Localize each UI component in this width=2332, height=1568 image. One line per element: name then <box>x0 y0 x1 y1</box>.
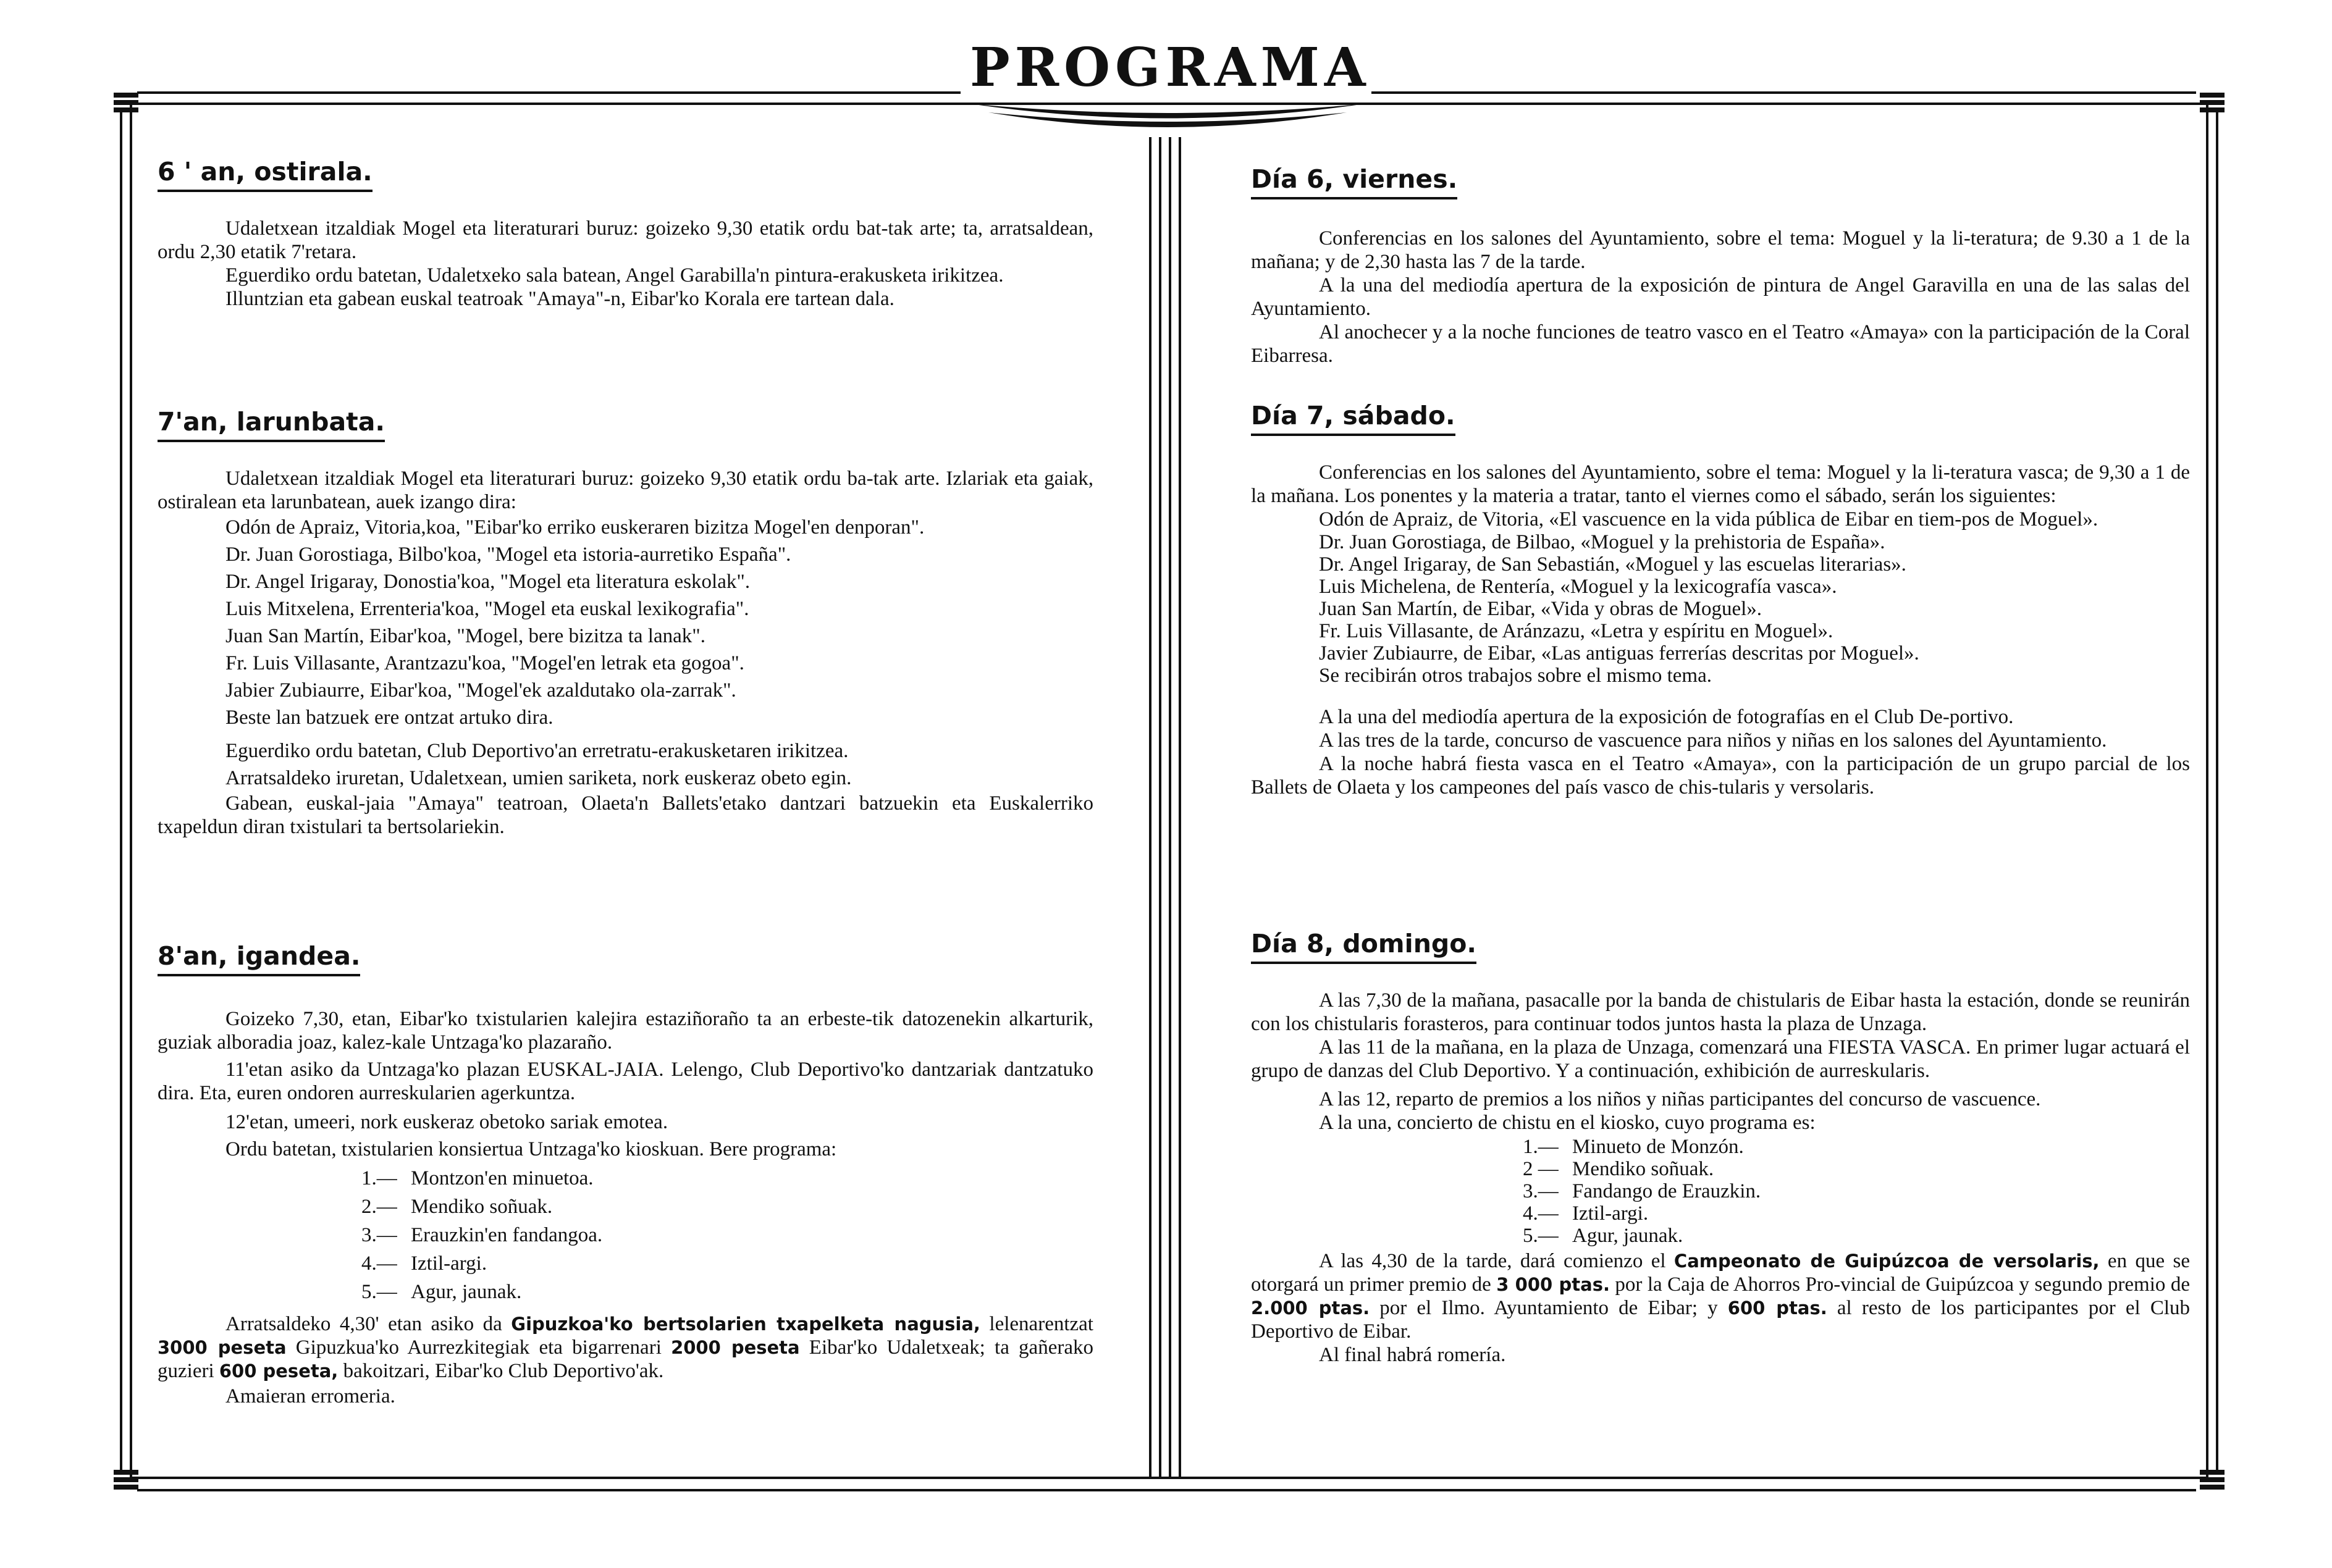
paragraph: Conferencias en los salones del Ayuntamiento, sobre el tema: Moguel y la li-teratura vasca; de 9,30 a 1 de la mañana. Los ponentes y la materia a tratar, tanto el viernes como el sábado, serán los siguientes: <box>1251 461 2190 507</box>
program-item: 2 — Mendiko soñuak. <box>1523 1158 1714 1180</box>
paragraph: Arratsaldeko iruretan, Udaletxean, umien sariketa, nork euskeraz obeto egin. <box>225 767 852 789</box>
section-heading: 6 ' an, ostirala. <box>158 154 373 192</box>
program-item: 5.— Agur, jaunak. <box>361 1281 522 1303</box>
page-title: PROGRAMA <box>970 36 1371 99</box>
speaker-line: Dr. Angel Irigaray, Donostia'koa, "Mogel eta literatura eskolak". <box>225 571 751 593</box>
speaker-line: Dr. Juan Gorostiaga, Bilbo'koa, "Mogel eta istoria-aurretiko España". <box>225 543 791 566</box>
section-friday-spanish <box>1251 162 2190 367</box>
speaker-line: Javier Zubiaurre, de Eibar, «Las antiguas ferrerías descritas por Moguel». <box>1319 642 1919 665</box>
section-saturday-spanish <box>1251 398 2190 799</box>
paragraph: A la una del mediodía apertura de la exposición de fotografías en el Club De-portivo. <box>1319 706 2014 728</box>
section-heading: Día 8, domingo. <box>1251 926 1476 964</box>
concert-program <box>158 1164 1093 1306</box>
program-item: 4.— Iztil-argi. <box>1523 1202 1649 1225</box>
paragraph: Eguerdiko ordu batetan, Club Deportivo'an erretratu-erakusketaren irikitzea. <box>225 740 849 762</box>
program-item: 4.— Iztil-argi. <box>361 1252 487 1275</box>
section-sunday-basque <box>158 939 1093 1410</box>
prize-paragraph: Arratsaldeko 4,30' etan asiko da Gipuzkoa'ko bertsolarien txapelketa nagusia, lelenarentzat 3000 peseta Gipuzkua'ko Aurrezkitegiak eta bigarrenari 2000 peseta Eibar'ko Udaletxeak; ta gañerako guzieri 600 peseta, bakoitzari, Eibar'ko Club Deportivo'ak. <box>158 1313 1093 1382</box>
speaker-line: Odón de Apraiz, de Vitoria, «El vascuence en la vida pública de Eibar en tiem-pos de Moguel». <box>1319 508 2098 530</box>
program-item: 5.— Agur, jaunak. <box>1523 1225 1683 1247</box>
speaker-line: Juan San Martín, Eibar'koa, "Mogel, bere bizitza ta lanak". <box>225 625 705 647</box>
paragraph: Ordu batetan, txistularien konsiertua Untzaga'ko kioskuan. Bere programa: <box>225 1138 837 1160</box>
paragraph: Al anochecer y a la noche funciones de teatro vasco en el Teatro «Amaya» con la participación de la Coral Eibarresa. <box>1251 321 2190 367</box>
concert-program <box>1251 1136 2190 1247</box>
program-item: 3.— Erauzkin'en fandangoa. <box>361 1224 603 1246</box>
speaker-line: Luis Mitxelena, Errenteria'koa, "Mogel eta euskal lexikografia". <box>225 598 749 620</box>
paragraph: A las 11 de la mañana, en la plaza de Unzaga, comenzará una FIESTA VASCA. En primer lugar actuará el grupo de danzas del Club Deportivo. Y a continuación, exhibición de aurreskularis. <box>1251 1036 2190 1082</box>
section-heading: Día 6, viernes. <box>1251 162 1457 199</box>
program-item: 1.— Montzon'en minuetoa. <box>361 1167 594 1189</box>
paragraph: Gabean, euskal-jaia "Amaya" teatroan, Olaeta'n Ballets'etako dantzari batzuekin eta Euskalerriko txapeldun diran txistulari ta bertsolariekin. <box>158 792 1093 838</box>
paragraph: A las 12, reparto de premios a los niños y niñas participantes del concurso de vascuence. <box>1319 1088 2041 1110</box>
prize-paragraph: A las 4,30 de la tarde, dará comienzo el Campeonato de Guipúzcoa de versolaris, en que se otorgará un primer premio de 3 000 ptas. por la Caja de Ahorros Pro-vincial de Guipúzcoa y segundo premio de 2.000 ptas. por el Ilmo. Ayuntamiento de Eibar; y 600 ptas. al resto de los participantes por el Club Deportivo de Eibar. <box>1251 1250 2190 1343</box>
section-saturday-basque <box>158 405 1093 839</box>
title-swash <box>970 104 1365 127</box>
paragraph: Goizeko 7,30, etan, Eibar'ko txistularien kalejira estaziñoraño ta an erbeste-tik datozenekin alkarturik, guziak alboradia joaz, kalez-kale Untzaga'ko plazaraño. <box>158 1008 1093 1054</box>
paragraph: Illuntzian eta gabean euskal teatroak "Amaya"-n, Eibar'ko Korala ere tartean dala. <box>225 288 894 310</box>
paragraph: A la una, concierto de chistu en el kiosko, cuyo programa es: <box>1319 1112 1816 1134</box>
paragraph: 11'etan asiko da Untzaga'ko plazan EUSKAL-JAIA. Lelengo, Club Deportivo'ko dantzariak dantzatuko dira. Eta, euren ondoren aurreskularien agerkuntza. <box>158 1059 1093 1104</box>
paragraph: 12'etan, umeeri, nork euskeraz obetoko sariak emotea. <box>225 1111 668 1133</box>
speaker-line: Se recibirán otros trabajos sobre el mismo tema. <box>1319 665 1712 687</box>
paragraph: Eguerdiko ordu batetan, Udaletxeko sala batean, Angel Garabilla'n pintura-erakusketa irikitzea. <box>225 264 1004 287</box>
paragraph: A las tres de la tarde, concurso de vascuence para niños y niñas en los salones del Ayuntamiento. <box>1319 729 2107 752</box>
program-item: 3.— Fandango de Erauzkin. <box>1523 1180 1761 1202</box>
speaker-line: Jabier Zubiaurre, Eibar'koa, "Mogel'ek azaldutako ola-zarrak". <box>225 679 736 702</box>
speaker-line: Fr. Luis Villasante, Arantzazu'koa, "Mogel'en letrak eta gogoa". <box>225 652 744 674</box>
speaker-line: Luis Michelena, de Rentería, «Moguel y la lexicografía vasca». <box>1319 576 1837 598</box>
section-friday-basque <box>158 154 1093 311</box>
paragraph: Amaieran erromeria. <box>225 1385 395 1407</box>
speaker-line: Beste lan batzuek ere ontzat artuko dira. <box>225 706 554 729</box>
section-heading: 8'an, igandea. <box>158 939 360 976</box>
paragraph: Conferencias en los salones del Ayuntamiento, sobre el tema: Moguel y la li-teratura; de 9.30 a 1 de la mañana; y de 2,30 hasta las 7 de la tarde. <box>1251 227 2190 273</box>
section-heading: Día 7, sábado. <box>1251 398 1455 436</box>
section-heading: 7'an, larunbata. <box>158 405 385 442</box>
paragraph: A la una del mediodía apertura de la exposición de pintura de Angel Garavilla en una de las salas del Ayuntamiento. <box>1251 274 2190 320</box>
speaker-line: Dr. Angel Irigaray, de San Sebastián, «Moguel y las escuelas literarias». <box>1319 553 1906 576</box>
program-item: 2.— Mendiko soñuak. <box>361 1196 553 1218</box>
speaker-line: Juan San Martín, de Eibar, «Vida y obras de Moguel». <box>1319 598 1762 620</box>
speaker-line: Odón de Apraiz, Vitoria,koa, "Eibar'ko erriko euskeraren bizitza Mogel'en denporan". <box>225 516 925 539</box>
paragraph: Udaletxean itzaldiak Mogel eta literaturari buruz: goizeko 9,30 etatik ordu ba-tak arte. Izlariak eta gaiak, ostiralean eta larunbatean, auek izango dira: <box>158 467 1093 513</box>
paragraph: A las 7,30 de la mañana, pasacalle por la banda de chistularis de Eibar hasta la estación, donde se reunirán con los chistularis forasteros, para continuar todos juntos hasta la plaza de Unzaga. <box>1251 989 2190 1035</box>
program-item: 1.— Minueto de Monzón. <box>1523 1136 1744 1158</box>
paragraph: A la noche habrá fiesta vasca en el Teatro «Amaya», con la participación de un grupo parcial de los Ballets de Olaeta y los campeones del país vasco de chis-tularis y versolaris. <box>1251 753 2190 799</box>
paragraph: Al final habrá romería. <box>1319 1344 1506 1366</box>
section-sunday-spanish <box>1251 926 2190 1367</box>
speaker-line: Fr. Luis Villasante, de Aránzazu, «Letra y espíritu en Moguel». <box>1319 620 1833 642</box>
speaker-line: Dr. Juan Gorostiaga, de Bilbao, «Moguel y la prehistoria de España». <box>1319 531 1885 553</box>
paragraph: Udaletxean itzaldiak Mogel eta literaturari buruz: goizeko 9,30 etatik ordu bat-tak arte; ta, arratsaldean, ordu 2,30 etatik 7'retara. <box>158 217 1093 263</box>
